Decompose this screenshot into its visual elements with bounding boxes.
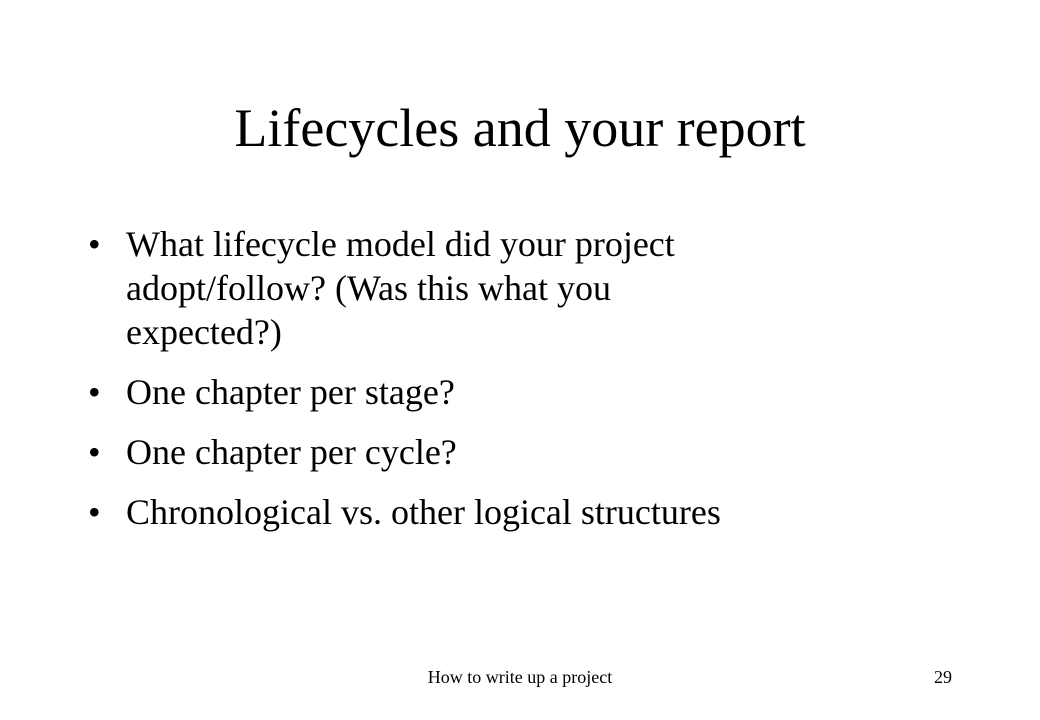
bullet-dot-icon: • <box>88 432 101 472</box>
bullet-dot-icon: • <box>88 492 101 532</box>
bullet-text: One chapter per stage? <box>126 372 455 412</box>
bullet-item <box>88 222 988 354</box>
bullet-dot-icon: • <box>88 224 101 264</box>
bullet-text: Chronological vs. other logical structures <box>126 492 721 532</box>
bullet-item <box>88 430 988 474</box>
bullet-text: One chapter per cycle? <box>126 432 457 472</box>
footer-text: How to write up a project <box>427 667 613 687</box>
slide-title: Lifecycles and your report <box>234 98 806 158</box>
bullet-item <box>88 370 988 414</box>
page-number: 29 <box>934 667 952 687</box>
bullet-list <box>88 222 988 534</box>
bullet-dot-icon: • <box>88 372 101 412</box>
bullet-item <box>88 490 988 534</box>
bullet-text: What lifecycle model did your project adopt/follow? (Was this what you expected?) <box>126 224 675 352</box>
